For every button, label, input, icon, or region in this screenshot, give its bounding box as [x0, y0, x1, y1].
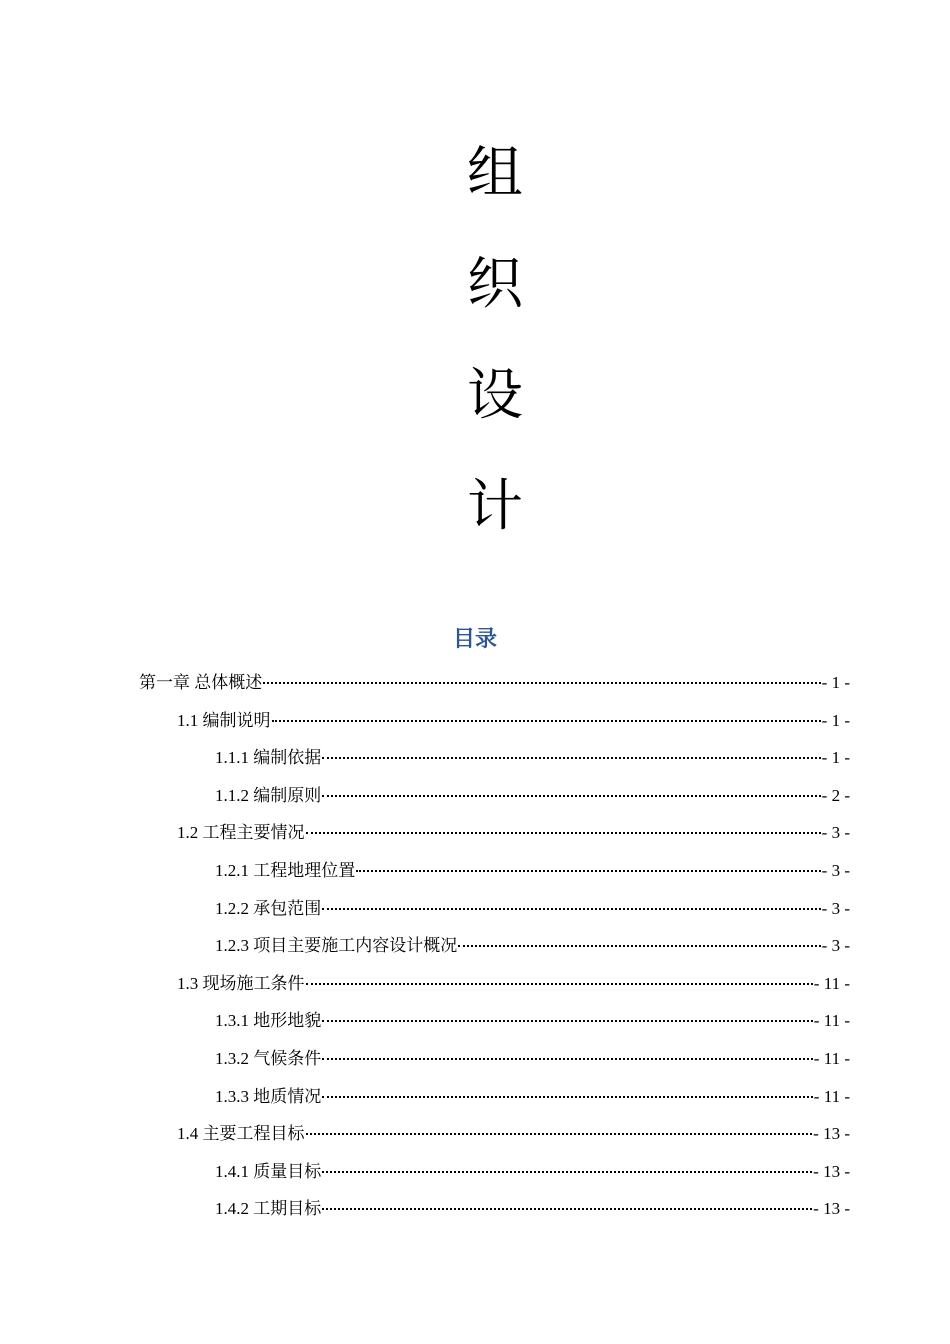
cover-title-char: 设: [467, 363, 523, 428]
toc-entry-label: 第一章 总体概述: [139, 673, 263, 692]
toc-entry[interactable]: [215, 1190, 850, 1228]
cover-title-char: 组: [467, 141, 523, 206]
toc-entry-label: 1.1.1 编制依据: [215, 748, 322, 768]
toc-entry[interactable]: [215, 1153, 850, 1191]
toc-entry[interactable]: [177, 1115, 850, 1153]
toc-dot-leader: [322, 1096, 813, 1098]
toc-entry[interactable]: [215, 852, 850, 890]
toc-dot-leader: [322, 795, 820, 797]
toc-entry-label: 1.2.2 承包范围: [215, 898, 322, 918]
toc-entry[interactable]: [215, 739, 850, 777]
toc-dot-leader: [306, 983, 813, 985]
toc-entry-page-number: - 11 -: [813, 1049, 850, 1068]
toc-entry-label: 1.4.1 质量目标: [215, 1161, 322, 1181]
toc-entry-label: 1.3.3 地质情况: [215, 1086, 322, 1106]
toc-entry-label: 1.3 现场施工条件: [177, 973, 305, 993]
toc-entry[interactable]: [177, 814, 850, 852]
toc-entry-page-number: - 11 -: [813, 1011, 850, 1031]
toc-entry-label: 1.4.2 工期目标: [215, 1199, 322, 1219]
toc-entry-page-number: - 11 -: [813, 1086, 850, 1106]
toc-dot-leader: [322, 1020, 813, 1022]
toc-heading: 目录: [452, 627, 497, 652]
toc-entry-page-number: - 3 -: [821, 823, 850, 843]
cover-title-char: 织: [467, 252, 523, 317]
toc-entry-page-number: - 3 -: [821, 936, 850, 956]
toc-entry-page-number: - 11 -: [813, 973, 850, 993]
toc-dot-leader: [322, 908, 820, 910]
toc-entry-page-number: - 3 -: [821, 898, 850, 918]
toc-dot-leader: [263, 682, 820, 684]
toc-dot-leader: [458, 945, 820, 947]
toc-dot-leader: [356, 870, 820, 872]
toc-entry-page-number: - 1 -: [821, 748, 850, 768]
toc-entry-label: 1.3.2 气候条件: [215, 1049, 322, 1068]
toc-entry[interactable]: [215, 1040, 850, 1078]
toc-entry[interactable]: [215, 890, 850, 928]
toc-entry-page-number: - 2 -: [821, 785, 850, 805]
toc-entry[interactable]: [215, 777, 850, 815]
toc-entry-label: 1.2.1 工程地理位置: [215, 861, 356, 880]
toc-entry-label: 1.2 工程主要情况: [177, 823, 305, 843]
toc-entry-page-number: - 1 -: [821, 710, 850, 730]
toc-dot-leader: [322, 1171, 812, 1173]
toc-entry-label: 1.3.1 地形地貌: [215, 1011, 322, 1031]
toc-dot-leader: [322, 1058, 813, 1060]
toc-entry-label: 1.1 编制说明: [177, 710, 271, 730]
toc-dot-leader: [322, 1208, 812, 1210]
toc-entry[interactable]: [215, 1002, 850, 1040]
toc-entry-label: 1.1.2 编制原则: [215, 785, 322, 805]
toc-entry[interactable]: [177, 965, 850, 1003]
toc-entry-page-number: - 13 -: [813, 1124, 850, 1144]
toc-entry-label: 1.4 主要工程目标: [177, 1124, 305, 1144]
toc-entry-page-number: - 13 -: [813, 1161, 850, 1181]
toc-entry[interactable]: [215, 1078, 850, 1116]
toc-entry-page-number: - 13 -: [813, 1199, 850, 1219]
cover-title-char: 计: [467, 474, 523, 539]
toc-entry[interactable]: [177, 702, 850, 740]
toc-dot-leader: [322, 757, 820, 759]
toc-entry-label: 1.2.3 项目主要施工内容设计概况: [215, 936, 458, 956]
toc-entry[interactable]: [215, 927, 850, 965]
toc-entry-page-number: - 1 -: [821, 673, 850, 692]
toc-dot-leader: [306, 832, 821, 834]
toc-dot-leader: [306, 1133, 813, 1135]
cover-title: [0, 118, 950, 562]
toc-dot-leader: [272, 720, 821, 722]
toc-entry[interactable]: [139, 664, 850, 702]
toc-entry-page-number: - 3 -: [821, 861, 850, 880]
